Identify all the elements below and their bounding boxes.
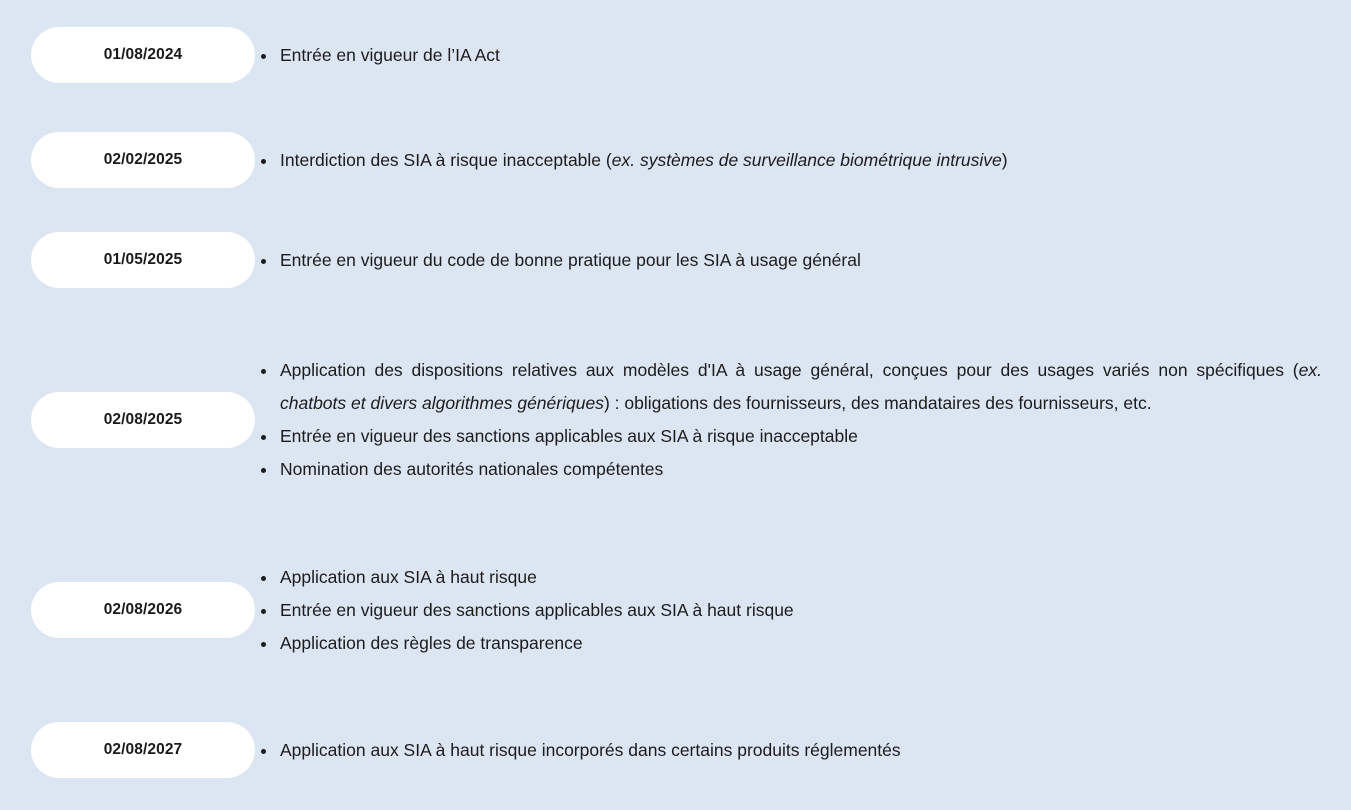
timeline-row <box>0 690 1351 810</box>
milestone-text: Nomination des autorités nationales compétentes <box>280 459 664 479</box>
milestone-example: ex. systèmes de surveillance biométrique intrusive <box>611 149 1002 170</box>
list-item <box>255 594 1322 627</box>
milestone-text-suffix: ) : obligations des fournisseurs, des mandataires des fournisseurs, etc. <box>603 393 1152 413</box>
date-pill <box>31 27 255 83</box>
date-label: 02/08/2025 <box>103 411 183 429</box>
milestone-text: Entrée en vigueur du code de bonne pratique pour les SIA à usage général <box>280 249 861 270</box>
milestone-text: Application des règles de transparence <box>280 632 583 653</box>
list-item <box>255 627 1322 660</box>
milestone-text: Application des dispositions relatives aux modèles d'IA à usage général, conçues pour des usages variés non spécifiques ( <box>280 360 1299 380</box>
timeline-date-cell <box>0 27 255 83</box>
milestone-list <box>255 144 1322 177</box>
list-item <box>255 354 1322 420</box>
milestone-text: Entrée en vigueur de l’IA Act <box>280 44 500 65</box>
milestone-text: Interdiction des SIA à risque inacceptable ( <box>280 149 612 170</box>
milestone-list <box>255 734 1322 767</box>
date-pill <box>31 582 255 638</box>
date-pill <box>31 232 255 288</box>
date-label: 02/02/2025 <box>103 151 183 169</box>
timeline-date-cell <box>0 722 255 778</box>
timeline-row <box>0 0 1351 110</box>
timeline-row <box>0 530 1351 690</box>
timeline-row <box>0 110 1351 210</box>
milestone-text: Entrée en vigueur des sanctions applicables aux SIA à risque inacceptable <box>280 426 858 446</box>
timeline-content-cell <box>255 244 1351 277</box>
milestone-list <box>255 561 1322 660</box>
date-label: 02/08/2026 <box>103 601 183 619</box>
milestone-list <box>255 354 1322 486</box>
timeline-row <box>0 210 1351 310</box>
timeline-content-cell <box>255 354 1351 486</box>
date-label: 01/08/2024 <box>103 46 183 64</box>
milestone-text: Application aux SIA à haut risque <box>280 566 537 587</box>
list-item <box>255 144 1322 177</box>
list-item <box>255 244 1322 277</box>
date-label: 02/08/2027 <box>103 741 183 759</box>
timeline-date-cell <box>0 582 255 638</box>
timeline-content-cell <box>255 561 1351 660</box>
milestone-list <box>255 39 1322 72</box>
timeline-content-cell <box>255 734 1351 767</box>
list-item <box>255 420 1322 453</box>
date-pill <box>31 132 255 188</box>
date-pill <box>31 722 255 778</box>
list-item <box>255 453 1322 486</box>
timeline-content-cell <box>255 39 1351 72</box>
timeline-date-cell <box>0 392 255 448</box>
timeline-row <box>0 310 1351 530</box>
list-item <box>255 39 1322 72</box>
timeline-date-cell <box>0 232 255 288</box>
milestone-list <box>255 244 1322 277</box>
date-pill <box>31 392 255 448</box>
timeline-date-cell <box>0 132 255 188</box>
timeline-content-cell <box>255 144 1351 177</box>
list-item <box>255 734 1322 767</box>
date-label: 01/05/2025 <box>103 251 183 269</box>
list-item <box>255 561 1322 594</box>
milestone-text: Application aux SIA à haut risque incorporés dans certains produits réglementés <box>280 739 901 760</box>
milestone-example: ex. chatbots et divers algorithmes génériques <box>280 360 1322 413</box>
milestone-text: Entrée en vigueur des sanctions applicables aux SIA à haut risque <box>280 599 794 620</box>
milestone-text-suffix: ) <box>1001 149 1008 170</box>
